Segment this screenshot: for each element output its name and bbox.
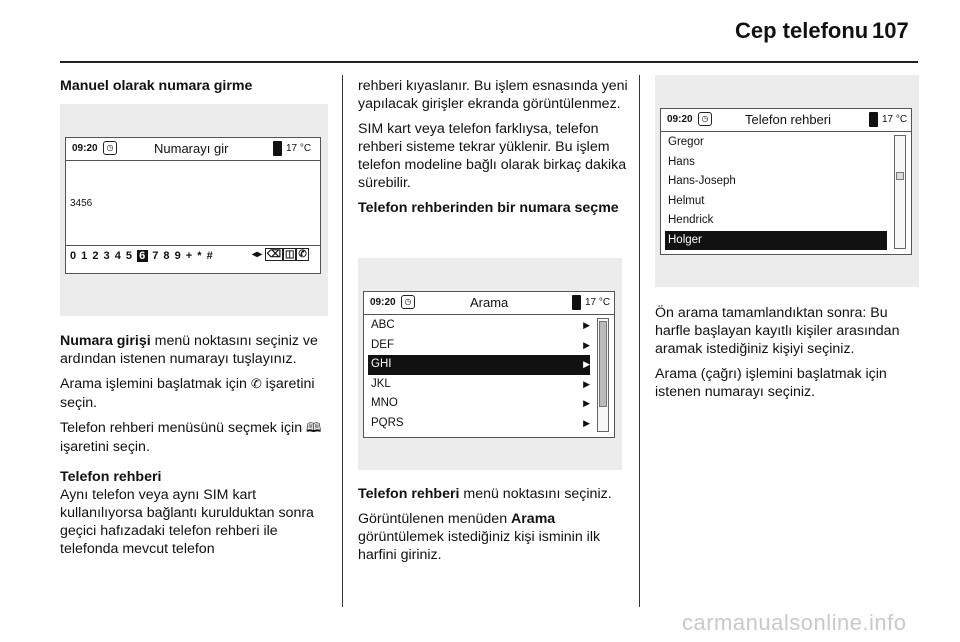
figure-number-entry [60, 104, 328, 316]
book-icon: 🕮 [306, 421, 322, 436]
arrow-right-icon: ▶ [583, 398, 590, 408]
list-item[interactable]: Hendrick [668, 214, 714, 226]
paragraph: Telefon rehberi menü noktasını seçiniz. [358, 486, 612, 502]
paragraph: Telefon rehberi menüsünü seçmek için 🕮 işaretini seçin. [60, 420, 322, 455]
column-divider [639, 75, 640, 607]
section-heading: Telefon rehberinden bir numara seçme [358, 200, 619, 216]
screen-title: Arama [470, 295, 509, 310]
paragraph: rehberi kıyaslanır. Bu işlem esnasında yeni yapılacak girişler ekranda görüntülenmez. [358, 78, 628, 112]
keypad-action-icons [252, 249, 309, 260]
paragraph: Arama işlemini başlatmak için ✆ işaretini seçin. [60, 376, 315, 411]
arrow-right-icon: ▶ [583, 320, 590, 330]
paragraph: Numara girişi menü noktasını seçiniz ve ardından istenen numarayı tuşlayınız. [60, 333, 318, 367]
paragraph: SIM kart veya telefon farklıysa, telefon rehberi sisteme tekrar yüklenir. Bu işlem telefon modeline bağlı olarak birkaç dakika sürebilir. [358, 121, 627, 191]
keypad-selected-digit[interactable]: 6 [139, 250, 147, 262]
page-number: 107 [872, 18, 909, 43]
screen-time: 09:20 [370, 297, 396, 308]
column-3-body [655, 304, 923, 408]
screen-temperature: 17 °C [882, 114, 908, 125]
phone-icon: ✆ [250, 377, 262, 392]
screen-time: 09:20 [72, 143, 98, 154]
list-item[interactable]: Hans-Joseph [668, 175, 736, 187]
list-item[interactable]: Gregor [668, 136, 704, 148]
list-item-selected[interactable]: Holger [665, 231, 887, 251]
column-2 [358, 77, 630, 224]
paragraph: Aynı telefon veya aynı SIM kart kullanılıyorsa bağlantı kurulduktan sonra geçici hafızadaki telefon rehberi ile telefonda mevcut telefon [60, 487, 314, 557]
column-divider [342, 75, 343, 607]
watermark: carmanualsonline.info [682, 610, 907, 635]
list-item[interactable]: PQRS ▶ [368, 414, 590, 434]
screen-status-bar [661, 109, 911, 132]
cursor-icon[interactable]: ◂▸ [252, 249, 263, 260]
screen-number-entry [65, 137, 321, 274]
contact-list [665, 133, 887, 250]
screen-status-bar [66, 138, 320, 161]
screen-search [363, 291, 615, 438]
list-item[interactable]: MNO ▶ [368, 394, 590, 414]
keypad-digits[interactable]: 7 8 9 + * # [152, 250, 214, 262]
scrollbar[interactable] [597, 318, 609, 432]
arrow-right-icon: ▶ [583, 359, 590, 369]
backspace-icon[interactable]: ⌫ [266, 249, 281, 260]
list-item-selected[interactable]: GHI ▶ [368, 355, 590, 375]
list-item[interactable]: DEF ▶ [368, 336, 590, 356]
keypad-divider [66, 245, 320, 246]
keypad-digits[interactable]: 0 1 2 3 4 5 [70, 250, 133, 262]
screen-status-bar [364, 292, 614, 315]
phone-battery-icon [572, 295, 581, 310]
header-rule [60, 61, 918, 63]
phone-icon[interactable]: ✆ [298, 249, 307, 260]
screen-phonebook [660, 108, 912, 255]
phone-battery-icon [273, 141, 282, 156]
figure-phonebook [655, 75, 919, 287]
scrollbar-thumb[interactable] [896, 172, 904, 180]
screen-title: Numarayı gir [154, 141, 229, 156]
keypad-row [70, 250, 214, 262]
running-header-title: Cep telefonu [735, 18, 869, 43]
column-1-body [60, 332, 332, 565]
clock-icon: ◷ [698, 112, 712, 126]
entered-number: 3456 [70, 198, 93, 209]
arrow-right-icon: ▶ [583, 339, 590, 350]
arrow-right-icon: ▶ [583, 378, 590, 389]
clock-icon: ◷ [103, 141, 117, 155]
column-1 [60, 77, 330, 102]
scrollbar-thumb[interactable] [599, 321, 607, 407]
clock-icon: ◷ [401, 295, 415, 309]
sub-heading: Telefon rehberi [60, 469, 162, 485]
list-item[interactable]: JKL ▶ [368, 375, 590, 395]
list-item[interactable]: Hans [668, 155, 695, 168]
screen-time: 09:20 [667, 114, 693, 125]
list-item[interactable]: ABC ▶ [368, 316, 590, 336]
book-icon[interactable]: ◫ [284, 249, 295, 260]
paragraph: Arama (çağrı) işlemini başlatmak için istenen numarayı seçiniz. [655, 366, 887, 400]
paragraph: Görüntülenen menüden Arama görüntülemek istediğiniz kişi isminin ilk harfini giriniz. [358, 511, 601, 563]
list-item[interactable]: Helmut [668, 194, 705, 207]
column-2-body [358, 485, 630, 571]
screen-title: Telefon rehberi [745, 112, 831, 127]
screen-temperature: 17 °C [286, 143, 312, 154]
phone-battery-icon [869, 112, 878, 127]
section-heading: Manuel olarak numara girme [60, 78, 253, 94]
letter-group-list [368, 316, 590, 433]
screen-temperature: 17 °C [585, 297, 611, 308]
figure-search [358, 258, 622, 470]
arrow-right-icon: ▶ [583, 417, 590, 428]
paragraph: Ön arama tamamlandıktan sonra: Bu harfle başlayan kayıtlı kişiler arasından aramak istediğiniz kişiyi seçiniz. [655, 305, 900, 357]
scrollbar[interactable] [894, 135, 906, 249]
